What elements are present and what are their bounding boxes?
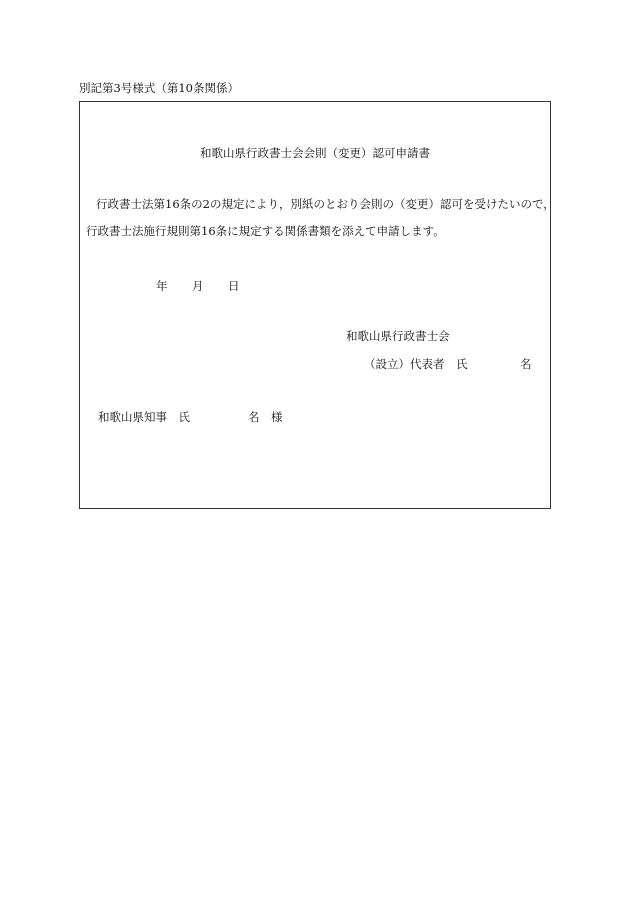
document-title: 和歌山県行政書士会会則（変更）認可申請書 xyxy=(200,146,430,160)
applicant-organization: 和歌山県行政書士会 xyxy=(346,329,450,343)
addressee-suffix: 名 様 xyxy=(248,410,283,424)
date-day-label: 日 xyxy=(228,279,240,293)
date-year-label: 年 xyxy=(156,279,168,293)
addressee-label: 和歌山県知事 氏 xyxy=(98,410,190,424)
application-frame xyxy=(79,101,555,509)
date-month-label: 月 xyxy=(192,279,204,293)
representative-label: （設立）代表者 氏 xyxy=(364,357,468,371)
form-number: 別記第3号様式（第10条関係） xyxy=(79,81,239,95)
body-text-line-1: 行政書士法第16条の2の規定により，別紙のとおり会則の（変更）認可を受けたいので， xyxy=(96,197,555,211)
representative-name-suffix: 名 xyxy=(520,357,532,371)
body-text-line-2: 行政書士法施行規則第16条に規定する関係書類を添えて申請します。 xyxy=(86,224,445,238)
